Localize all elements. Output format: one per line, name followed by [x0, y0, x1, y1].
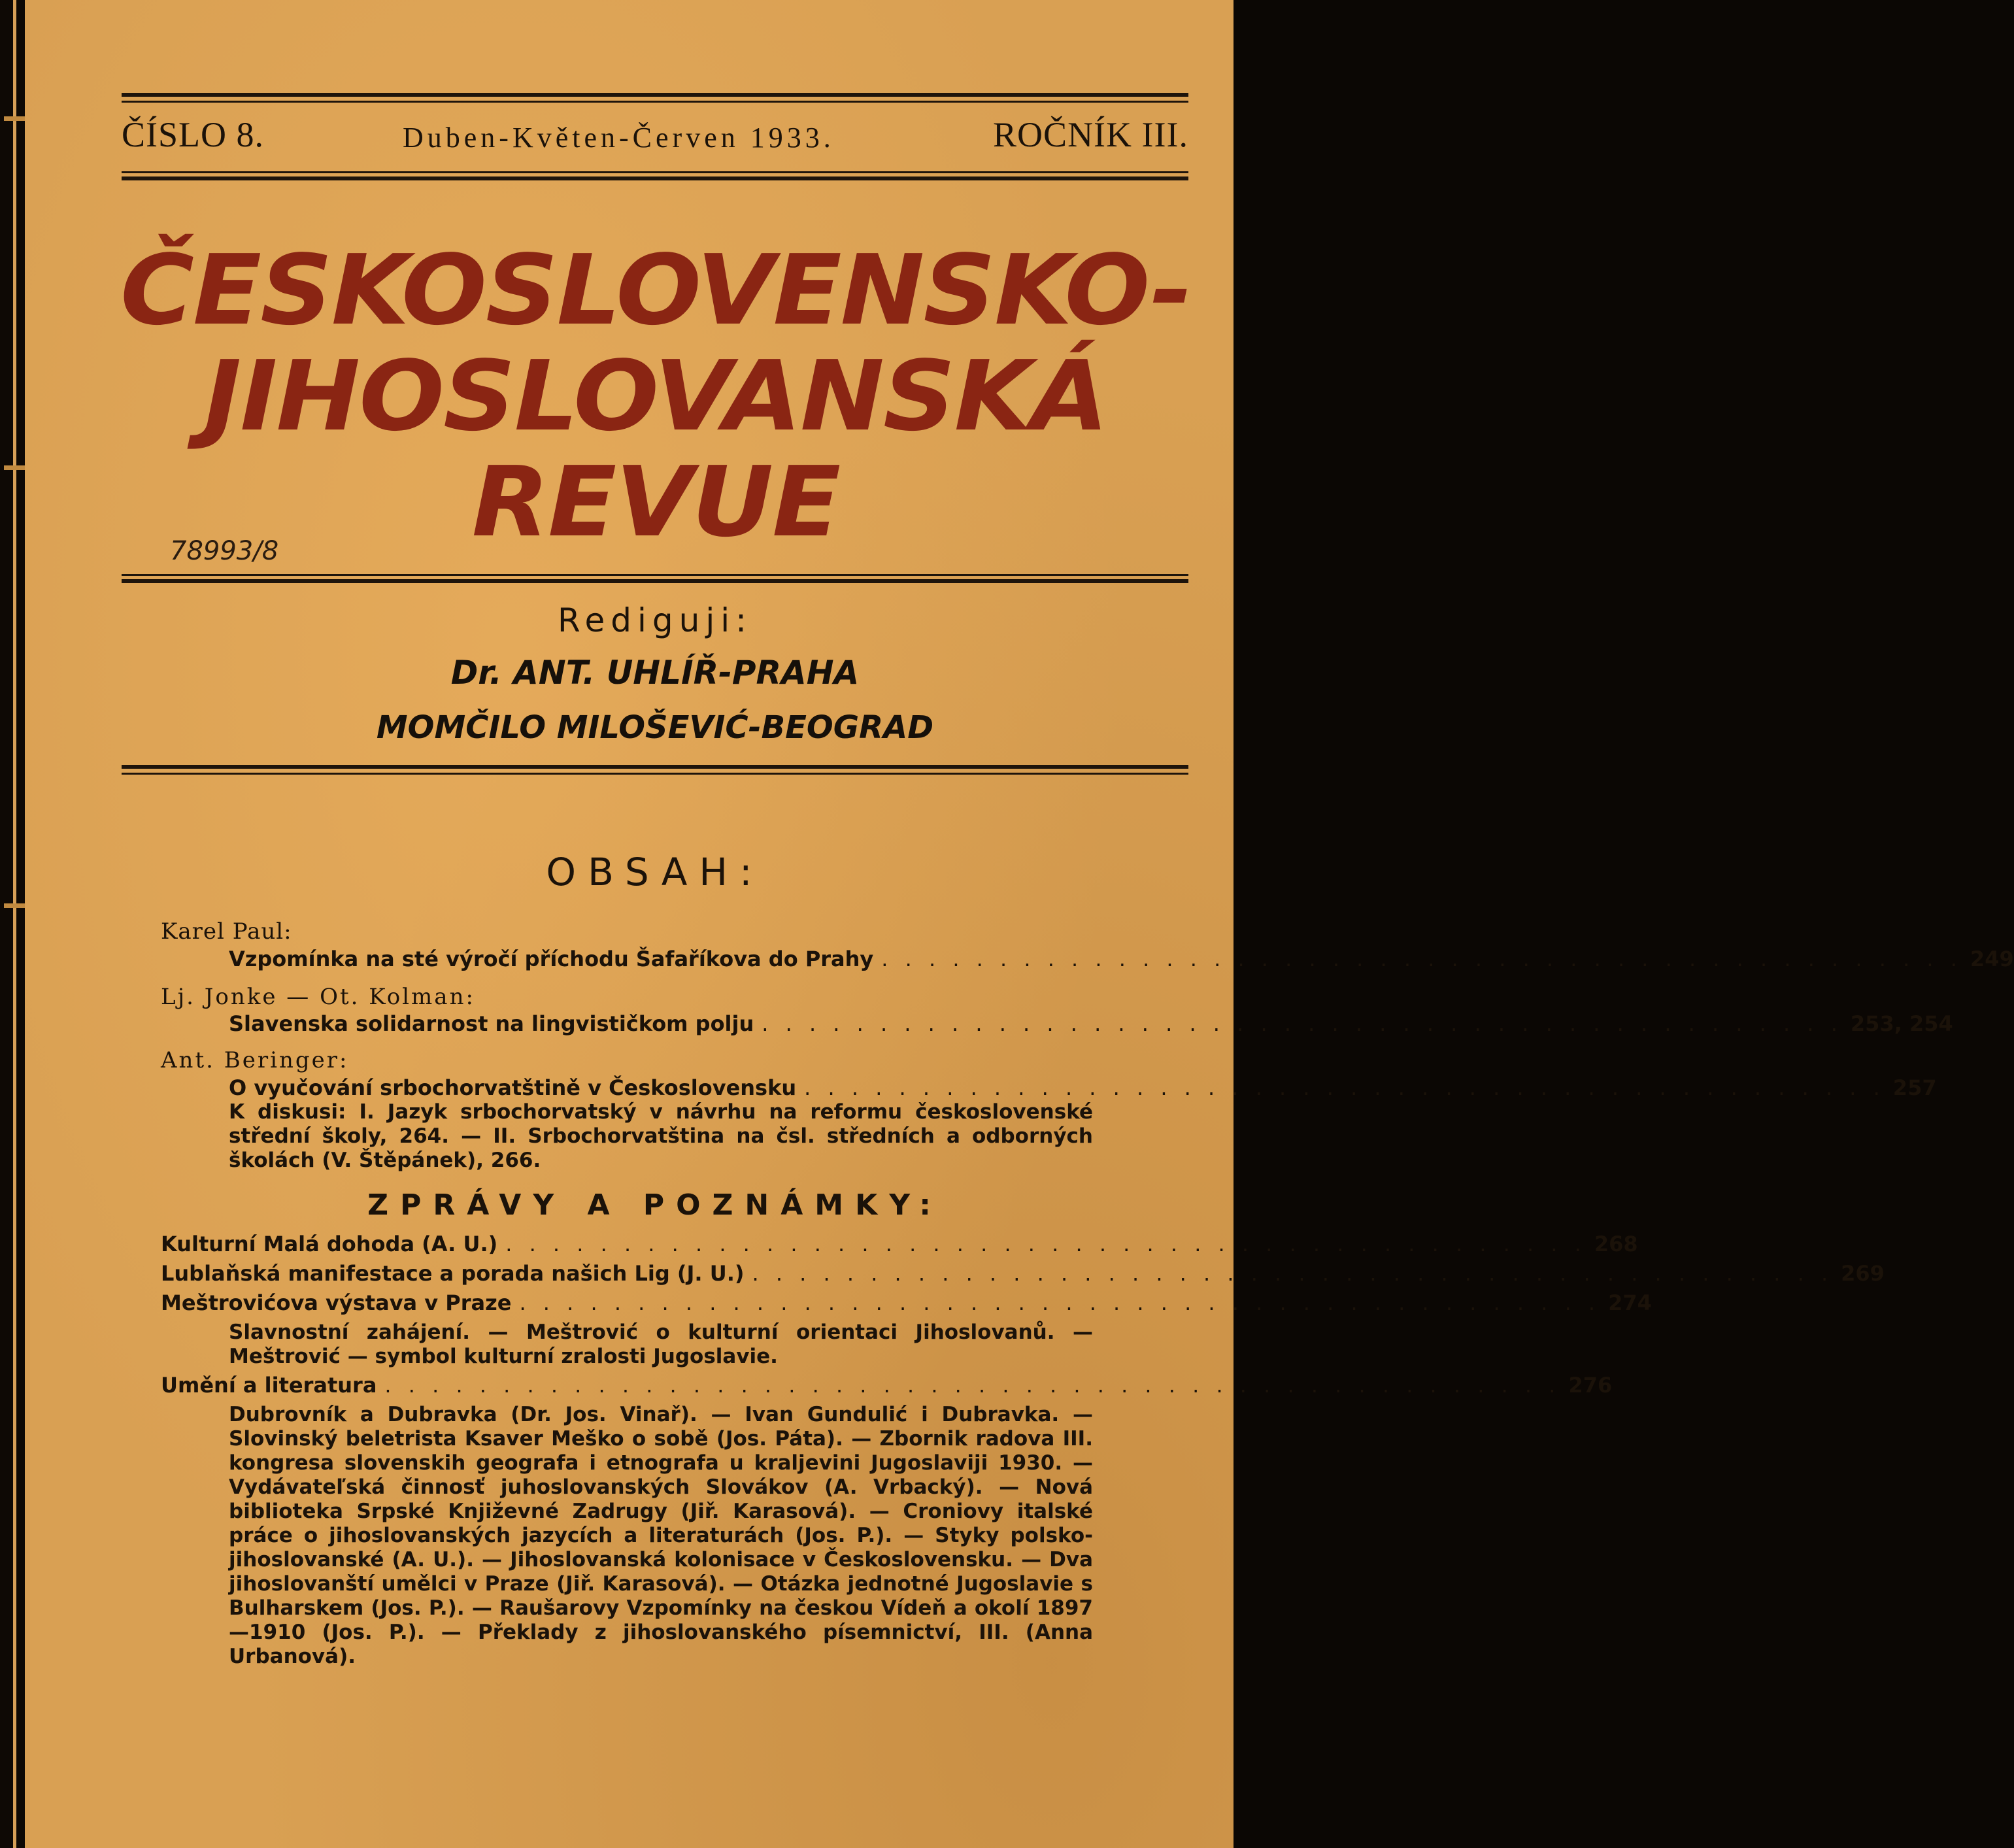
- title-line-2: JIHOSLOVANSKÁ: [204, 340, 1107, 452]
- toc-entry-title: O vyučování srbochorvatštině v Československu: [229, 1075, 797, 1100]
- news-entry-title: Lublaňská manifestace a porada našich Lig (J. U.): [161, 1261, 745, 1286]
- binding-edge: [0, 0, 25, 1848]
- toc-entry-title: Slavenska solidarnost na lingvističkom polju: [229, 1011, 754, 1036]
- news-entry: [161, 1261, 1885, 1286]
- news-page-number: 269: [1841, 1261, 1885, 1286]
- toc-entry: [229, 1011, 1953, 1036]
- news-heading: ZPRÁVY A POZNÁMKY:: [367, 1188, 943, 1222]
- dot-leader: . . . . . . . . . . . . . . . . . . . . . . . . . . . . . . . . . . . . . . . . . . . . . .: [519, 1290, 1601, 1315]
- header-bottom-rule: [122, 171, 1188, 180]
- toc-entry: [229, 1075, 1937, 1100]
- news-page-number: 268: [1594, 1232, 1638, 1256]
- news-entry: [161, 1373, 1613, 1398]
- news-entry: [161, 1290, 1652, 1315]
- journal-cover-page: [25, 0, 2014, 1848]
- editor-belgrade: MOMČILO MILOŠEVIĆ-BEOGRAD: [376, 709, 934, 746]
- binding-tick: [4, 903, 26, 908]
- news-entry-title: Kulturní Malá dohoda (A. U.): [161, 1232, 498, 1256]
- top-rule: [122, 93, 1188, 103]
- editors-label: Rediguji:: [558, 601, 752, 639]
- title-bottom-rule: [122, 574, 1188, 583]
- news-entry-title: Meštrovićova výstava v Praze: [161, 1290, 512, 1315]
- dot-leader: . . . . . . . . . . . . . . . . . . . . . . . . . . . . . . . . . . . . . . . . . . . . . .: [762, 1011, 1843, 1036]
- news-page-number: 276: [1568, 1373, 1613, 1398]
- binding-tick: [4, 116, 26, 121]
- issue-date: Duben-Květen-Červen 1933.: [403, 122, 835, 154]
- editors-bottom-rule: [122, 765, 1188, 775]
- issue-number: ČÍSLO 8.: [122, 115, 265, 154]
- toc-page-number: 253, 254: [1850, 1011, 1953, 1036]
- toc-author: Karel Paul:: [161, 918, 292, 945]
- toc-author: Lj. Jonke — Ot. Kolman:: [161, 984, 475, 1010]
- header-row: [122, 114, 1188, 160]
- binding-tick: [4, 465, 26, 470]
- dot-leader: . . . . . . . . . . . . . . . . . . . . . . . . . . . . . . . . . . . . . . . . . . . . . .: [505, 1232, 1586, 1256]
- toc-page-number: 249: [1970, 947, 2014, 971]
- contents-heading: OBSAH:: [546, 850, 764, 894]
- news-entry-details: Slavnostní zahájení. — Meštrović o kulturní orientaci Jihoslovanů. — Meštrović — symbol kulturní zralosti Jugoslavie.: [229, 1320, 1093, 1368]
- volume-number: ROČNÍK III.: [993, 115, 1188, 154]
- toc-author: Ant. Beringer:: [161, 1047, 349, 1073]
- toc-entry-title: Vzpomínka na sté výročí příchodu Šafaříkova do Prahy: [229, 947, 874, 971]
- dot-leader: . . . . . . . . . . . . . . . . . . . . . . . . . . . . . . . . . . . . . . . . . . . . . .: [881, 947, 1962, 971]
- dot-leader: . . . . . . . . . . . . . . . . . . . . . . . . . . . . . . . . . . . . . . . . . . . . . . . . . .: [384, 1373, 1561, 1398]
- editor-prague: Dr. ANT. UHLÍŘ-PRAHA: [450, 654, 860, 692]
- news-entry-title: Umění a literatura: [161, 1373, 377, 1398]
- binding-line: [13, 0, 16, 1848]
- toc-entry-details: K diskusi: I. Jazyk srbochorvatský v návrhu na reformu československé střední školy, 264. — II. Srbochorvatština na čsl. středních a odborných školách (V. Štěpánek), 266.: [229, 1100, 1093, 1172]
- news-entry: [161, 1232, 1638, 1256]
- news-page-number: 274: [1608, 1290, 1652, 1315]
- dot-leader: . . . . . . . . . . . . . . . . . . . . . . . . . . . . . . . . . . . . . . . . . . . . . .: [804, 1075, 1885, 1100]
- dot-leader: . . . . . . . . . . . . . . . . . . . . . . . . . . . . . . . . . . . . . . . . . . . . . .: [752, 1261, 1834, 1286]
- toc-entry: [229, 947, 2014, 971]
- title-line-1: ČESKOSLOVENSKO-: [120, 234, 1191, 346]
- title-line-3: REVUE: [471, 446, 840, 558]
- handwritten-shelf-mark: 78993/8: [170, 536, 279, 566]
- news-entry-details: Dubrovník a Dubravka (Dr. Jos. Vinař). — Ivan Gundulić i Dubravka. — Slovinský beletrista Ksaver Meško o sobě (Jos. Páta). — Zbornik radova III. kongresa slovenskih geografa i etnografa u kraljevini Jugoslaviji 1930. — Vydávateľská činnosť juhoslovanských Slovákov (A. Vrbacký). — Nová biblioteka Srpské Književné Zadrugy (Jiř. Karasová). — Croniovy italské práce o jihoslovanských jazycích a literaturách (Jos. P.). — Styky polsko-jihoslovanské (A. U.). — Jihoslovanská kolonisace v Československu. — Dva jihoslovanští umělci v Praze (Jiř. Karasová). — Otázka jednotné Jugoslavie s Bulharskem (Jos. P.). — Raušarovy Vzpomínky na českou Vídeň a okolí 1897—1910 (Jos. P.). — Překlady z jihoslovanského písemnictví, III. (Anna Urbanová).: [229, 1403, 1093, 1668]
- toc-page-number: 257: [1892, 1075, 1937, 1100]
